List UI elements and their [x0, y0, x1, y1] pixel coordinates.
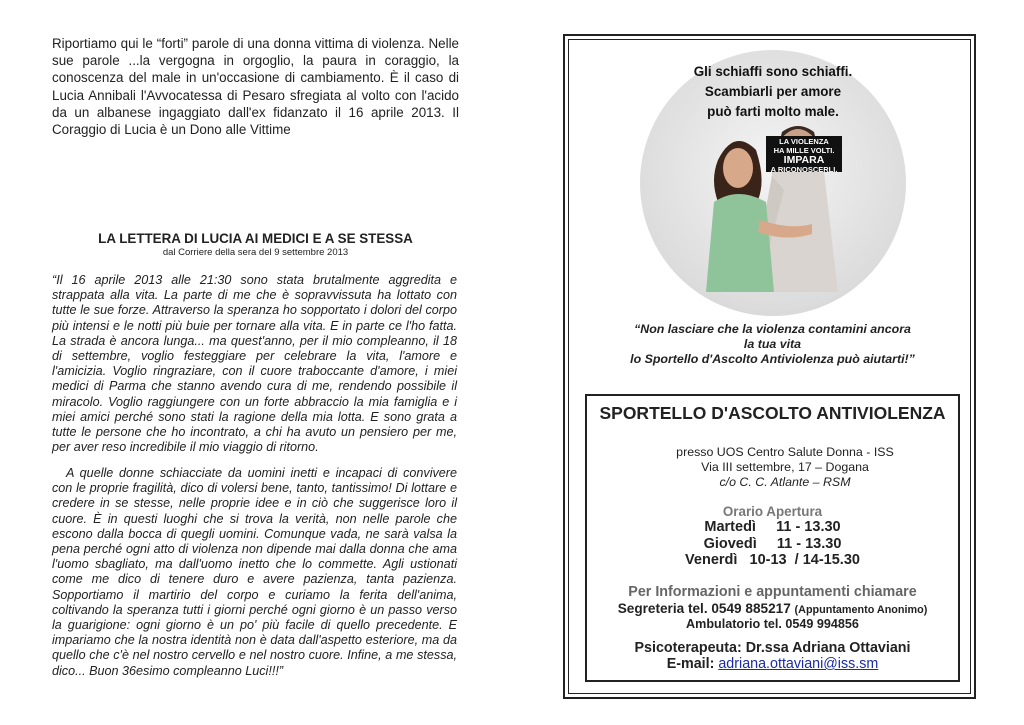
badge-line-4: A RICONOSCERLI. [770, 165, 838, 175]
address-line-3: c/o C. C. Atlante – RSM [719, 475, 851, 489]
quote-line-3: lo Sportello d'Ascolto Antiviolenza può aiutarti!” [630, 352, 915, 366]
letter-paragraph-2: A quelle donne schiacciate da uomini inetti e incapaci di convivere con le proprie fragilità, dico di volersi bene, tanto, tantissimo! Di lottare e credere in se stesse, nelle proprie idee e in ciò che suggerisce loro il cuore. È in questi luoghi che si trova la verità, non nelle parole che escono dalla bocca di quegli uomini. Comunque vada, ne sarà valsa la pena perché ogni atto di violenza non dipende mai dalla donna che ama l'uomo sbagliato, ma dall'uomo inetto che lo commette. Agli ustionati come me dico di tenere duro e avere pazienza, tanta pazienza. Sopportiamo il martirio del corpo e curiamo la ferita dell'anima, coltivando la speranza tutti i giorni perché ogni giorno è un passo verso la guarigione: ogni giorno è un po' più facile di quello precedente. E impariamo che la nostra identità non è data dall'aspetto esteriore, ma da quello che c'è nel nostro cervello e nel nostro cuore. Infine, a me stessa, dico... Buon 36esimo compleanno Luci!!!” [52, 466, 457, 678]
quote-line-1: “Non lasciare che la violenza contamini ancora [634, 322, 911, 336]
hours-row: Giovedì 11 - 13.30 [703, 535, 842, 552]
email-label: E-mail: [666, 656, 715, 672]
poster-badge [766, 136, 842, 175]
address-line-2: Via III settembre, 17 – Dogana [701, 460, 869, 474]
clinic-phone: Ambulatorio tel. 0549 994856 [686, 617, 859, 631]
anonymous-note: (Appuntamento Anonimo) [794, 604, 928, 616]
poster-slogan-line-2: Scambiarli per amore [704, 84, 842, 99]
poster-slogan [640, 62, 906, 122]
hours-row: Martedì 11 - 13.30 [704, 519, 841, 535]
info-box-title: SPORTELLO D'ASCOLTO ANTIVIOLENZA [599, 403, 946, 423]
badge-line-1: LA VIOLENZA [779, 137, 829, 146]
contact-label: Per Informazioni e appuntamenti chiamare [628, 584, 917, 600]
quote-line-2: la tua vita [743, 337, 802, 351]
encouragement-quote [600, 322, 945, 367]
address-line-1: presso UOS Centro Salute Donna - ISS [676, 445, 894, 459]
secretary-phone: Segreteria tel. 0549 885217 [617, 601, 791, 616]
letter-source: dal Corriere della sera del 9 settembre 2013 [162, 247, 349, 258]
badge-line-3: IMPARA [783, 154, 825, 167]
poster-slogan-line-3: può farti molto male. [707, 104, 839, 119]
email-row [585, 656, 960, 672]
email-link[interactable]: adriana.ottaviani@iss.sm [718, 656, 879, 672]
letter-title: LA LETTERA DI LUCIA AI MEDICI E A SE STESSA [98, 231, 413, 246]
poster-slogan-line-1: Gli schiaffi sono schiaffi. [693, 64, 853, 79]
hours-list [585, 519, 960, 569]
intro-paragraph: Riportiamo qui le “forti” parole di una donna vittima di violenza. Nelle sue parole ...la vergogna in orgoglio, la paura in coraggio, la conoscenza del male in un'occasione di cambiamento. È il caso di Lucia Annibali l'Avvocatessa di Pesaro sfregiata al volto con l'acido da un albanese ingaggiato dall'ex fidanzato il 16 aprile 2013. Il Coraggio di Lucia è un Dono alle Vittime [52, 36, 459, 138]
address-block [640, 445, 930, 490]
letter-paragraph-1: “Il 16 aprile 2013 alle 21:30 sono stata brutalmente aggredita e strappata alla vita. La parte di me che è sopravvissuta ha lottato con tutte le sue forze. Attraverso la speranza ho sopportato i dolori del corpo più intensi e le notti più buie per tornare alla vita. E in parte ce l'ho fatta. La strada è ancora lunga... ma quest'anno, per il mio compleanno, il 18 di settembre, voglio festeggiare per celebrare la vita, l'amore e l'amicizia. Voglio ringraziare, con il cuore traboccante d'amore, i miei medici di Parma che stanno avendo cura di me, rendendo possibile il miracolo. Voglio raggiungere con un forte abbraccio la mia famiglia e i miei amici perché sono stati la ragione della mia lotta. E sono grata a tutte le persone che ho incontrato, a chi ha avuto un pensiero per me, per aver reso incredibile il mio viaggio di ritorno. [52, 273, 457, 455]
badge-line-2: HA MILLE VOLTI. [773, 145, 835, 155]
hours-label: Orario Apertura [722, 504, 823, 519]
psychotherapist-name: Psicoterapeuta: Dr.ssa Adriana Ottaviani [634, 640, 911, 656]
hours-row: Venerdì 10-13 / 14-15.30 [685, 552, 860, 568]
